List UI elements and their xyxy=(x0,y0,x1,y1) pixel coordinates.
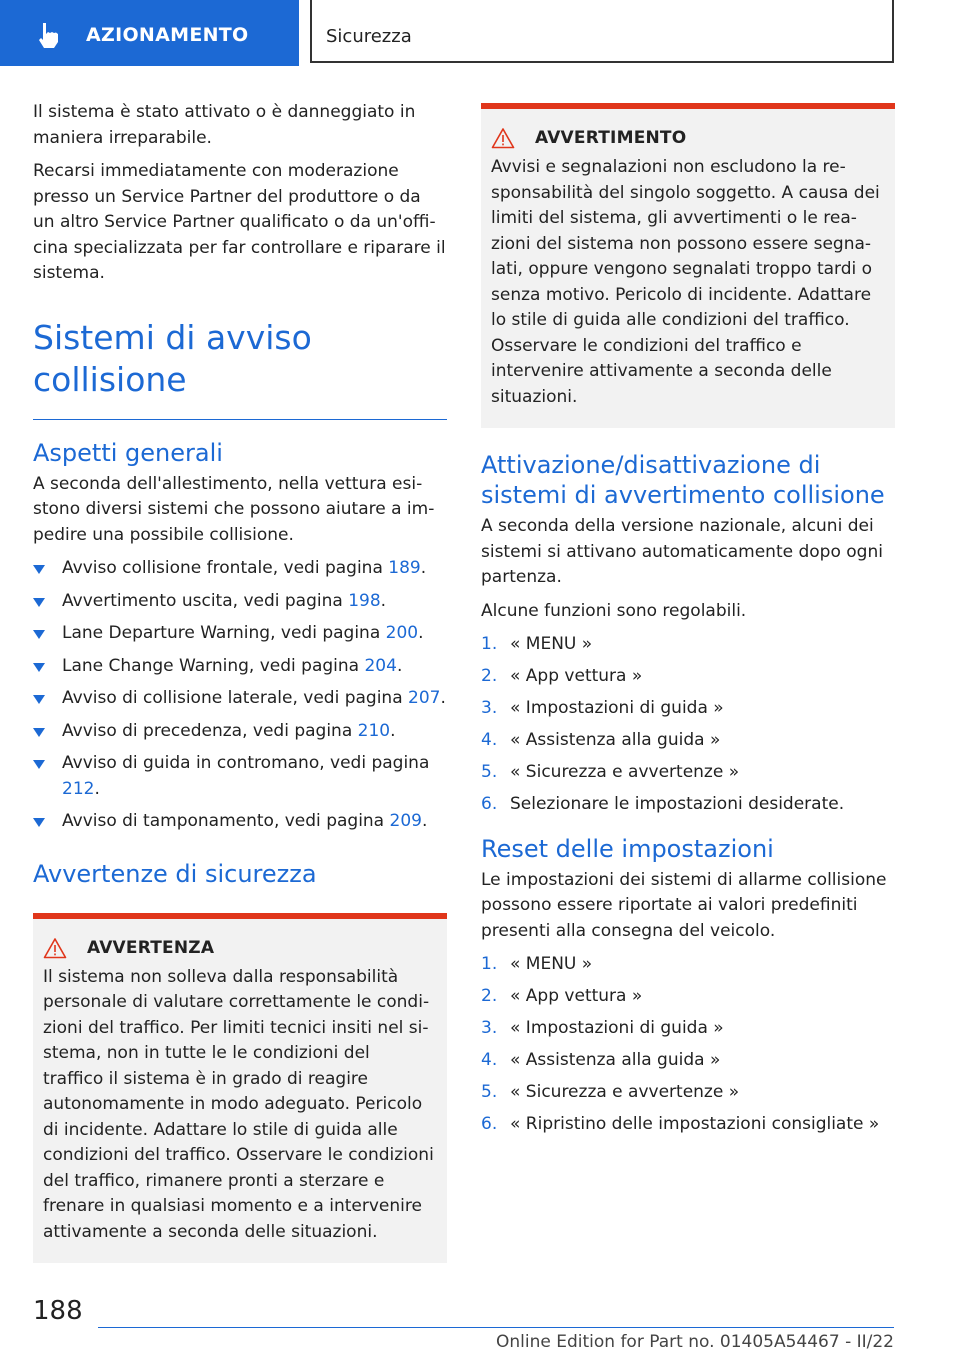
activation-paragraph-1: A seconda della versione nazionale, alcuni dei sistemi si attivano automaticamente dopo ogni partenza. xyxy=(481,516,883,587)
list-item-suffix: . xyxy=(396,655,403,676)
heading-general: Aspetti generali xyxy=(33,438,223,467)
step-text: Selezionare le impostazioni desiderate. xyxy=(510,794,845,814)
step-text: « Assistenza alla guida » xyxy=(510,1050,721,1070)
step-item xyxy=(481,664,895,690)
step-text: « Assistenza alla guida » xyxy=(510,730,721,750)
step-item xyxy=(481,1048,895,1074)
step-text: « App vettura » xyxy=(510,666,643,686)
step-number: 3. xyxy=(481,698,498,718)
list-item xyxy=(33,809,447,835)
reset-steps-list xyxy=(481,952,895,1138)
warning-triangle-icon xyxy=(491,127,515,149)
step-item xyxy=(481,696,895,722)
list-item-text: Avvertimento uscita, vedi pagina xyxy=(62,590,349,611)
page-link[interactable]: 198 xyxy=(348,590,381,611)
heading-reset: Reset delle impostazioni xyxy=(481,834,774,863)
list-item xyxy=(33,556,447,582)
step-text: « Impostazioni di guida » xyxy=(510,698,724,718)
list-item-suffix: . xyxy=(380,590,387,611)
step-number: 3. xyxy=(481,1018,498,1038)
list-item-text: Avviso di guida in contromano, vedi pagina xyxy=(62,753,430,773)
page-title: Sistemi di avviso collisione xyxy=(33,317,447,420)
section-tab[interactable] xyxy=(310,0,894,63)
list-item-text: Avviso di collisione laterale, vedi pagina xyxy=(62,688,409,708)
triangle-bullet-icon xyxy=(33,565,45,574)
intro-paragraph-1: Il sistema è stato attivato o è danneggiato in maniera irreparabile. xyxy=(33,102,416,148)
step-number: 5. xyxy=(481,1082,498,1102)
triangle-bullet-icon xyxy=(33,695,45,704)
step-item xyxy=(481,952,895,978)
list-item-text: Lane Change Warning, vedi pagina xyxy=(62,655,365,676)
triangle-bullet-icon xyxy=(33,818,45,827)
step-item xyxy=(481,984,895,1010)
step-number: 1. xyxy=(481,634,498,654)
list-item-suffix: . xyxy=(420,558,427,578)
list-item xyxy=(33,751,447,802)
step-number: 1. xyxy=(481,954,498,974)
activation-paragraph-2: Alcune funzioni sono regolabili. xyxy=(481,600,747,621)
step-text: « Ripristino delle impostazioni consigliate » xyxy=(510,1114,880,1134)
list-item-suffix: . xyxy=(418,623,424,643)
step-number: 5. xyxy=(481,762,498,782)
triangle-bullet-icon xyxy=(33,728,45,737)
warning-text: Avvisi e segnalazioni non escludono la responsabilità del singolo soggetto. A causa dei limiti del sistema, gli avvertimenti o le reazioni del sistema non possono essere segnalati, oppure vengono segnalati troppo tardi o senza motivo. Pericolo di incidente. Adattare lo stile di guida alle condizioni del traffico. Osservare le condizioni del traffico e intervenire attivamente a seconda delle situazioni. xyxy=(491,157,880,407)
triangle-bullet-icon xyxy=(33,598,45,607)
step-text: « MENU » xyxy=(510,954,593,974)
triangle-bullet-icon xyxy=(33,760,45,769)
step-text: « Impostazioni di guida » xyxy=(510,1018,724,1038)
step-number: 2. xyxy=(481,986,498,1006)
step-number: 6. xyxy=(481,1114,498,1134)
list-item-text: Avviso collisione frontale, vedi pagina xyxy=(62,558,389,578)
list-item-text: Avviso di precedenza, vedi pagina xyxy=(62,720,358,741)
warning-triangle-icon xyxy=(43,937,67,959)
warning-box-right xyxy=(481,103,895,428)
warning-title: AVVERTIMENTO xyxy=(535,128,687,148)
step-item xyxy=(481,1112,895,1138)
intro-paragraph-2: Recarsi immediatamente con moderazione presso un Service Partner del produttore o da un altro Service Partner qualificato o da un'officina specializzata per far controllare e riparare il sistema. xyxy=(33,161,446,283)
list-item xyxy=(33,654,447,680)
page-link[interactable]: 207 xyxy=(408,688,441,708)
list-item-text: Lane Departure Warning, vedi pagina xyxy=(62,623,386,643)
list-item-suffix: . xyxy=(94,778,100,799)
step-text: « Sicurezza e avvertenze » xyxy=(510,762,740,782)
step-text: « App vettura » xyxy=(510,986,643,1006)
activation-steps-list xyxy=(481,632,895,818)
step-item xyxy=(481,1016,895,1042)
warning-text: Il sistema non solleva dalla responsabilità personale di valutare correttamente le condizioni del traffico. Per limiti tecnici insiti nel sistema, non in tutte le le condizioni del traffico il sistema è in grado di reagire autonomamente in modo adeguato. Pericolo di incidente. Adattare lo stile di guida alle condizioni del traffico. Osservare le condizioni del traffico, rimanere pronti a sterzare e frenare in qualsiasi momento e a intervenire attivamente a seconda delle situazioni. xyxy=(43,966,434,1242)
page-link[interactable]: 189 xyxy=(388,558,421,578)
page-link[interactable]: 204 xyxy=(364,655,397,676)
left-column xyxy=(33,100,447,1263)
triangle-bullet-icon xyxy=(33,663,45,672)
chapter-tab[interactable] xyxy=(0,0,299,66)
page-link[interactable]: 212 xyxy=(62,778,95,799)
list-item-text: Avviso di tamponamento, vedi pagina xyxy=(62,811,390,831)
reset-paragraph: Le impostazioni dei sistemi di allarme collisione possono essere riportate ai valori predefiniti presenti alla consegna del veicolo. xyxy=(481,869,887,941)
hand-pointer-icon xyxy=(34,20,64,50)
systems-list xyxy=(33,556,447,835)
list-item xyxy=(33,686,447,712)
footer-divider xyxy=(98,1327,894,1328)
step-item xyxy=(481,792,895,818)
step-number: 4. xyxy=(481,730,498,750)
page-link[interactable]: 210 xyxy=(357,720,391,741)
right-column xyxy=(481,103,895,1144)
list-item-suffix: . xyxy=(440,688,446,708)
list-item xyxy=(33,589,447,615)
step-number: 6. xyxy=(481,794,498,814)
list-item xyxy=(33,719,447,745)
list-item xyxy=(33,621,447,647)
page-number: 188 xyxy=(33,1296,83,1326)
step-number: 4. xyxy=(481,1050,498,1070)
list-item-suffix: . xyxy=(390,720,396,741)
list-item-suffix: . xyxy=(421,811,428,831)
step-text: « MENU » xyxy=(510,634,593,654)
edition-footer: Online Edition for Part no. 01405A54467 - II/22 xyxy=(495,1332,894,1352)
step-item xyxy=(481,632,895,658)
heading-safety: Avvertenze di sicurezza xyxy=(33,859,317,888)
step-number: 2. xyxy=(481,666,498,686)
step-item xyxy=(481,760,895,786)
chapter-title: AZIONAMENTO xyxy=(86,24,249,46)
heading-activation: Attivazione/disattivazione di sistemi di avvertimento collisione xyxy=(481,451,885,509)
general-paragraph: A seconda dell'allestimento, nella vettura esistono diversi sistemi che possono aiutare a impedire una possibile collisione. xyxy=(33,473,435,545)
triangle-bullet-icon xyxy=(33,630,45,639)
page-link[interactable]: 209 xyxy=(389,811,422,831)
page-link[interactable]: 200 xyxy=(385,623,419,643)
step-item xyxy=(481,728,895,754)
section-title: Sicurezza xyxy=(326,26,412,47)
step-item xyxy=(481,1080,895,1106)
warning-title: AVVERTENZA xyxy=(87,937,215,958)
step-text: « Sicurezza e avvertenze » xyxy=(510,1082,740,1102)
warning-box-left xyxy=(33,913,447,1264)
